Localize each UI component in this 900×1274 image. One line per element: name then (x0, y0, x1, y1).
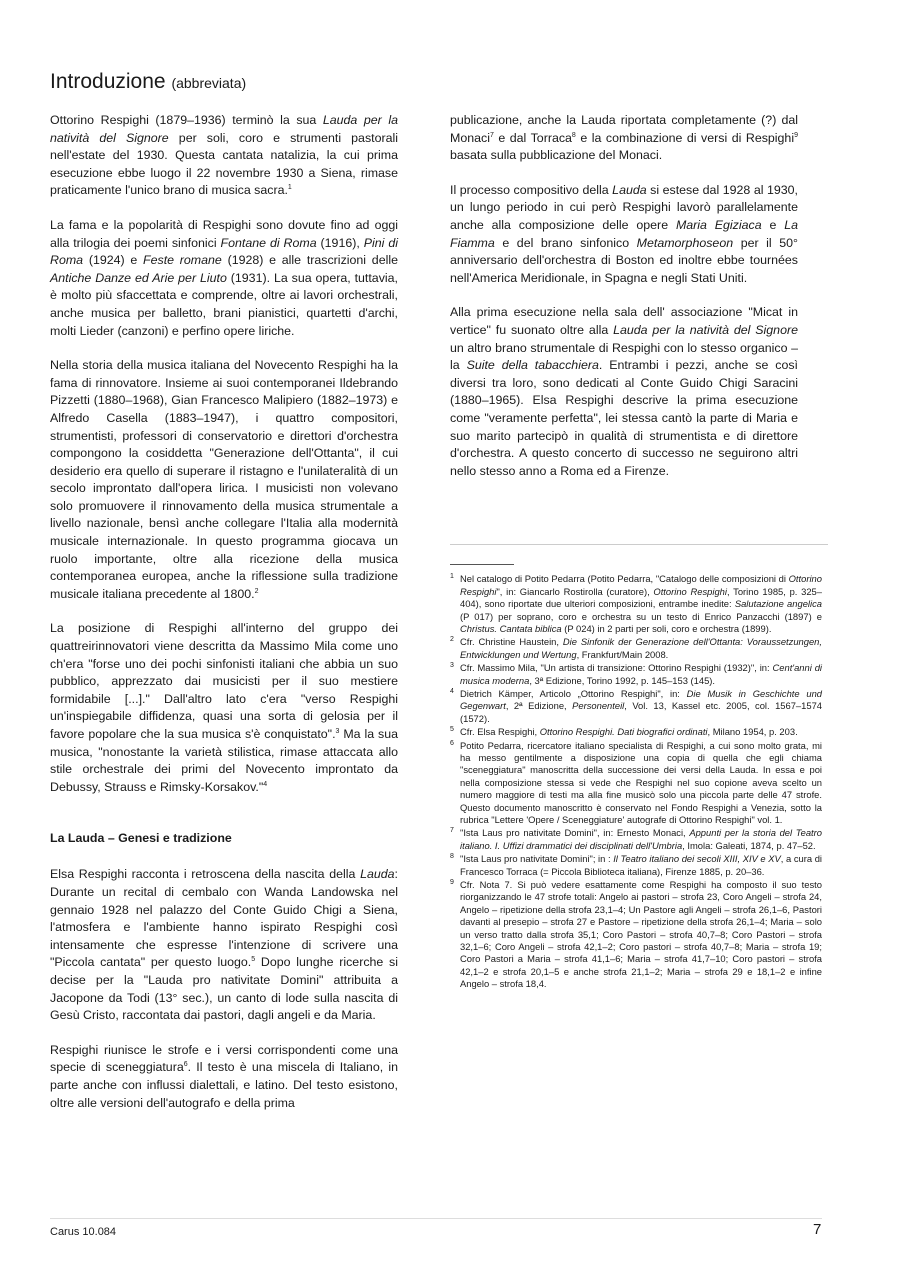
page-title-note: (abbreviata) (171, 75, 247, 91)
footnote: 2 Cfr. Christine Haustein, Die Sinfonik der Generazione dell'Ottanta: Voraussetzungen, Entwicklungen und Wertung, Frankfurt/Main 2008. (450, 636, 822, 660)
page-title: Introduzione (abbreviata) (50, 70, 247, 93)
footnote-ref: 1 (287, 184, 292, 192)
left-column (50, 112, 398, 1129)
footnote-rule (450, 564, 514, 565)
footnote-ref: 6 (183, 1061, 188, 1069)
footnote-number: 3 (450, 662, 454, 670)
footnote: 7 "Ista Laus pro nativitate Domini", in: Ernesto Monaci, Appunti per la storia del Teatro italiano. I. Uffizi drammatici dei disciplinati dell'Umbria, Imola: Galeati, 1874, p. 47–52. (450, 827, 822, 851)
intro-paragraph-1: Ottorino Respighi (1879–1936) terminò la sua Lauda per la natività del Signore per soli, coro e strumenti pastorali nell'estate del 1930. Questa cantata natalizia, la cui prima esecuzione ebbe luogo il 22 novembre 1930 a Siena, rimase praticamente l'unico brano di musica sacra.$^1$ (50, 113, 398, 198)
footnote-ref: 3 (335, 727, 340, 735)
footnote-number: 1 (450, 573, 454, 581)
footnote-ref: 2 (254, 587, 259, 595)
footer-rule (50, 1218, 822, 1219)
footnote: 1 Nel catalogo di Potito Pedarra (Potito Pedarra, "Catalogo delle composizioni di Ottorino Respighi", in: Giancarlo Rostirolla (curatore), Ottorino Respighi, Torino 1985, p. 325–404), sono riportate due ulteriori composizioni, entrambe inedite: Salutazione angelica (P 017) per soprano, coro e orchestra su un testo di Enrico Panzacchi (1897) e Christus. Cantata biblica (P 024) in 2 parti per soli, coro e orchestra (1899). (450, 573, 822, 634)
footnote: 4 Dietrich Kämper, Articolo „Ottorino Respighi", in: Die Musik in Geschichte und Gegenwart, 2ª Edizione, Personenteil, Vol. 13, Kassel etc. 2005, col. 1567–1574 (1572). (450, 687, 823, 724)
footnote-number: 6 (450, 739, 454, 747)
footnote-ref: 9 (794, 131, 798, 139)
intro-paragraph-3: Nella storia della musica italiana del Novecento Respighi ha la fama di rinnovatore. Insieme ai suoi contemporanei Ildebrando Pizzetti (1880–1968), Gian Francesco Malipiero (1882–1973) e Alfredo Casella (1883–1947), i quattro compositori, strumentisti, professori di conservatorio e direttori d'orchestra compongono la cosiddetta "Generazione dell'Ottanta", il cui desiderio era quello di superare il ristagno e l'unilateralità di un secolo improntato dall'opera lirica. I musicisti non volevano solo promuovere il rinnovamento della musica strumentale a livello nazionale, bensì anche collegare l'Italia alla modernità musicale internazionale. In questo programma giocava un ruolo importante, oltre alla ricezione della musica contemporanea europea, anche la riflessione sulla tradizione musicale italiana precedente al 1800.$^2$ (50, 358, 398, 601)
lauda-paragraph-5: Alla prima esecuzione nella sala dell' associazione "Micat in vertice" fu suonato oltre alla Lauda per la natività del Signore un altro brano strumentale di Respighi con lo stesso organico – la Suite della tabacchiera. Entrambi i pezzi, anche se così diversi tra loro, sono dedicati al Conte Guido Chigi Saracini (1880–1965). Elsa Respighi descrive la prima esecuzione come "veramente perfetta", lei stessa cantò la parte di Maria e suo marito partecipò in qualità di strumentista e di direttore d'orchestra. A questo concerto di successo ne seguirono altri nello stesso anno a Roma ed a Firenze. (450, 305, 798, 478)
intro-paragraph-4: La posizione di Respighi all'interno del gruppo dei quattreirinnovatori viene descritta da Massimo Mila come uno ch'era "forse uno dei pochi sinfonisti italiani che abbia un suo pubblico, apprezzato dai musicisti per il suo mestiere formidabile [...]." Dall'altro lato c'era "verso Respighi un'inspiegabile diffidenza, quasi una sorta di gelosia per il favore popolare che la sua musica s'è conquistato".$^3$ Ma la sua musica, "nonostante la varietà stilistica, rimase attaccata allo stile orchestrale dei primi del Novecento improntato da Debussy, Strauss e Rimsky-Korsakov."$^4$ (50, 621, 398, 794)
footnote-ref: 8 (571, 131, 576, 139)
footnote-number: 5 (450, 726, 454, 734)
lauda-paragraph-3: publicazione, anche la Lauda riportata completamente (?) dal Monaci$^7$ e dal Torraca$^8$ e la combinazione di versi di Respighi$^9$ basata sulla pubblicazione del Monaci. (450, 113, 798, 163)
publisher-code: Carus 10.084 (50, 1226, 117, 1238)
lauda-paragraph-2: Respighi riunisce le strofe e i versi corrispondenti come una specie di sceneggiatura$^6$. Il testo è una miscela di Italiano, in parte anche con influssi dialettali, e latino. Del testo esistono, oltre alle versioni dell'autografo e della prima (50, 1042, 399, 1110)
footnote-number: 2 (450, 636, 454, 644)
section-heading: La Lauda – Genesi e tradizione (50, 831, 232, 846)
footnote: 5 Cfr. Elsa Respighi, Ottorino Respighi. Dati biografici ordinati, Milano 1954, p. 203. (450, 726, 798, 738)
intro-paragraph-2: La fama e la popolarità di Respighi sono dovute fino ad oggi alla trilogia dei poemi sinfonici Fontane di Roma (1916), Pini di Roma (1924) e Feste romane (1928) e alle trascrizioni delle Antiche Danze ed Arie per Liuto (1931). La sua opera, tuttavia, è molto più sfaccettata e comprende, oltre ai lavori orchestrali, anche musica per balletto, brani pianistici, quartetti d'archi, molti Lieder (canzoni) e perfino opere liriche. (50, 217, 398, 338)
footnote-separator (450, 544, 828, 545)
footnote-ref: 4 (263, 780, 268, 788)
footnote-number: 8 (450, 853, 454, 861)
footnote-number: 7 (450, 827, 454, 835)
right-column (450, 112, 823, 992)
footnote-ref: 7 (489, 131, 494, 139)
footnote: 6 Potito Pedarra, ricercatore italiano specialista di Respighi, a cui sono molto grata, mi ha messo gentilmente a disposizione una copia di quella che egli chiama "sceneggiatura" manoscritta della successione dei versi della Lauda. In essa e poi nella composizione stessa si vede che Respighi nel suo copione aveva scelto un numero maggiore di testi ma alla fine musicò solo una piccola parte delle 47 strofe. Questo documento manoscritto è conservato nel Fondo Respighi a Venezia, sotto la rubrica "Lettere 'Opere / Sceneggiature' autografe di Ottorino Respighi" vol. 1. (450, 739, 822, 825)
footnote-number: 4 (450, 687, 454, 695)
lauda-paragraph-1: Elsa Respighi racconta i retroscena della nascita della Lauda: Durante un recital di cembalo con Wanda Landowska nel gennaio 1928 nel palazzo del Conte Guido Chigi a Siena, l'atmosfera e l'ambiente hanno ispirato Respighi così intensamente che espresse l'intenzione di scrivere una "Piccola cantata" per questo luogo.$^5$ Dopo lunghe ricerche si decise per la "Lauda pro nativitate Domini" attribuita a Jacopone da Todi (13° sec.), un canto di lode sulla nascita di Gesù Cristo, raccontata dai pastori, dagli angeli e da Maria. (50, 867, 398, 1023)
page-number: 7 (813, 1221, 822, 1238)
lauda-paragraph-4: Il processo compositivo della Lauda si estese dal 1928 al 1930, un lungo periodo in cui però Respighi lavorò parallelamente anche alla composizione delle opere Maria Egiziaca e La Fiamma e del brano sinfonico Metamorphoseon per il 50° anniversario dell'orchestra di Boston ed inoltre ebbe tournées nell'America Meridionale, in Spagna e negli Stati Uniti. (450, 182, 798, 285)
footnote-number: 9 (450, 879, 454, 887)
footnotes-list (450, 573, 822, 990)
footnote: 8 "Ista Laus pro nativitate Domini"; in : Il Teatro italiano dei secoli XIII, XIV e XV, a cura di Francesco Torraca (= Piccola Biblioteca italiana), Firenze 1885, p. 20–36. (450, 853, 822, 877)
footnote: 9 Cfr. Nota 7. Si può vedere esattamente come Respighi ha composto il suo testo riorganizzando le 47 strofe totali: Angelo ai pastori – strofa 23, Coro Angeli – strofa 24, Angelo – ripetizione della strofa 23,1–4; Un Pastore agli Angeli – strofa 26,1–6, Pastori davanti al presepio – strofa 27 e Pastore – ripetizione della strofa 26,1–4; Maria – solo un verso tratto dalla strofa 35,1; Coro Pastori – strofa 40,7–8; Coro Pastori – strofa 32,1–6; Coro Angeli – strofa 42,1–2; Coro pastori – strofa 40,7–8; Maria – strofa 19; Coro Pastori a Maria – strofa 41,1–6; Maria – strofa 41,7–10; Coro pastori – strofa 42,1–2 e strofa 20,1–5 e anche strofa 21,1–2; Maria – strofa 29 e 18,1–2 e infine Angelo – strofa 18,4. (450, 879, 822, 990)
footnote-ref: 5 (251, 956, 256, 964)
footnote: 3 Cfr. Massimo Mila, "Un artista di transizione: Ottorino Respighi (1932)", in: Cent'anni di musica moderna, 3ª Edizione, Torino 1992, p. 145–153 (145). (450, 662, 823, 686)
